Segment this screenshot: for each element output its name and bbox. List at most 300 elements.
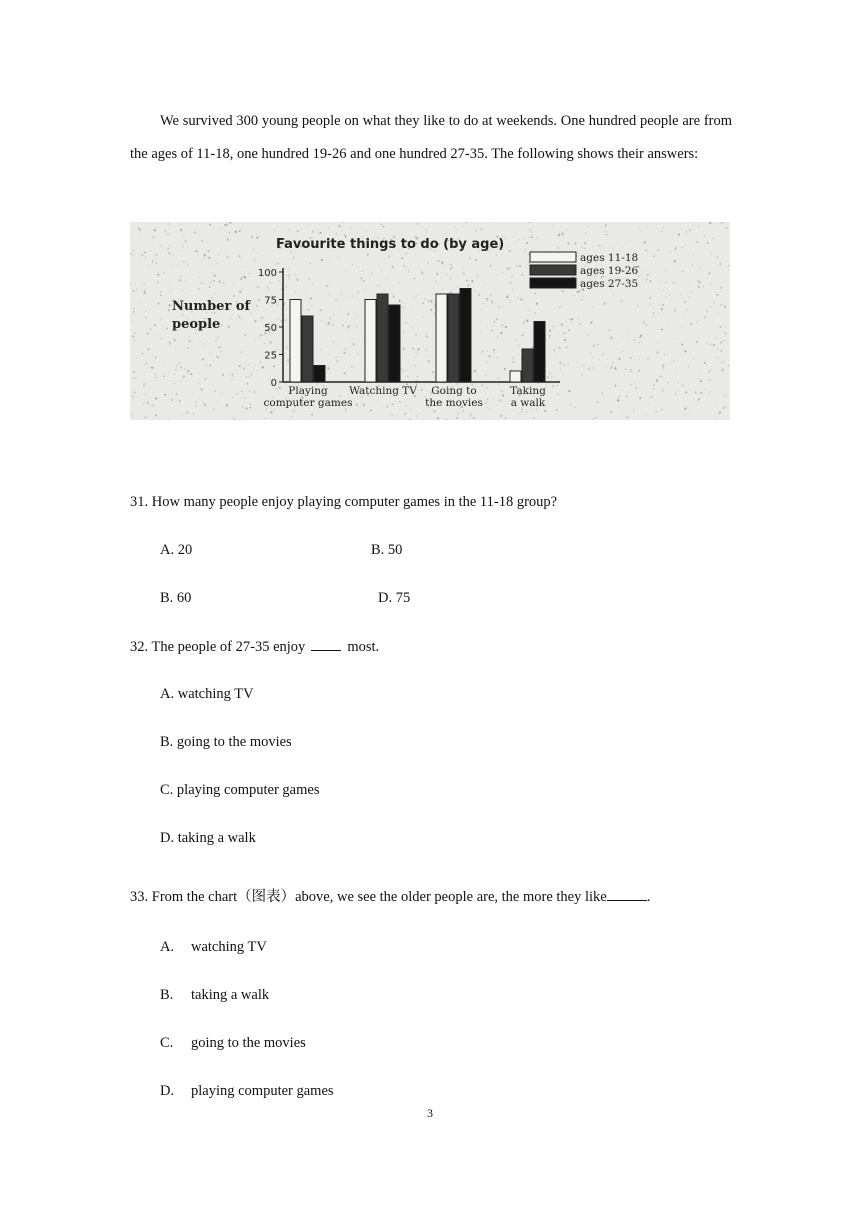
noise-speck: [193, 413, 195, 415]
noise-speck: [171, 290, 172, 291]
noise-speck: [208, 293, 209, 294]
noise-speck: [484, 284, 486, 286]
noise-speck: [417, 328, 418, 329]
noise-speck: [698, 286, 700, 288]
noise-speck: [227, 239, 229, 241]
noise-speck: [391, 228, 392, 229]
noise-speck: [481, 332, 483, 334]
noise-speck: [571, 321, 572, 322]
noise-speck: [685, 231, 687, 233]
noise-speck: [310, 263, 311, 264]
noise-speck: [508, 250, 510, 252]
noise-speck: [278, 371, 279, 372]
noise-speck: [135, 284, 136, 285]
noise-speck: [277, 325, 278, 326]
noise-speck: [392, 295, 393, 296]
noise-speck: [723, 407, 725, 409]
bar-chart: [130, 222, 730, 420]
noise-speck: [311, 305, 312, 306]
noise-speck: [264, 418, 265, 419]
noise-speck: [521, 411, 522, 412]
noise-speck: [217, 356, 219, 358]
q33-option-a: [160, 939, 267, 956]
noise-speck: [623, 409, 624, 410]
q33-option-a-letter: A.: [160, 939, 175, 955]
noise-speck: [592, 358, 593, 359]
noise-speck: [326, 323, 327, 324]
noise-speck: [313, 230, 314, 231]
noise-speck: [674, 338, 675, 339]
noise-speck: [210, 364, 212, 366]
noise-speck: [728, 365, 729, 366]
noise-speck: [566, 347, 568, 349]
noise-speck: [517, 297, 519, 299]
noise-speck: [260, 362, 261, 363]
noise-speck: [186, 411, 188, 413]
noise-speck: [477, 373, 478, 374]
noise-speck: [648, 404, 649, 405]
noise-speck: [528, 222, 529, 223]
noise-speck: [218, 289, 219, 290]
noise-speck: [604, 226, 605, 227]
noise-speck: [490, 222, 491, 223]
noise-speck: [661, 328, 663, 330]
noise-speck: [534, 312, 536, 314]
noise-speck: [617, 399, 619, 401]
noise-speck: [658, 247, 659, 248]
bar-2-3: [448, 294, 459, 382]
noise-speck: [195, 333, 196, 334]
noise-speck: [516, 265, 518, 267]
noise-speck: [155, 397, 157, 399]
noise-speck: [547, 376, 549, 378]
noise-speck: [342, 325, 344, 327]
noise-speck: [167, 248, 169, 250]
noise-speck: [416, 304, 417, 305]
noise-speck: [133, 307, 135, 309]
noise-speck: [133, 371, 135, 373]
noise-speck: [491, 301, 493, 303]
noise-speck: [705, 389, 706, 390]
noise-speck: [578, 318, 579, 319]
noise-speck: [434, 305, 436, 307]
noise-speck: [239, 256, 240, 257]
noise-speck: [698, 226, 699, 227]
noise-speck: [276, 392, 277, 393]
noise-speck: [725, 227, 727, 229]
noise-speck: [592, 418, 593, 419]
noise-speck: [667, 382, 668, 383]
noise-speck: [418, 348, 420, 350]
noise-speck: [622, 351, 623, 352]
noise-speck: [180, 380, 181, 381]
noise-speck: [293, 410, 295, 412]
noise-speck: [356, 298, 357, 299]
noise-speck: [225, 251, 226, 252]
noise-speck: [614, 384, 616, 386]
y-axis-label-line2: people: [172, 317, 221, 332]
noise-speck: [403, 348, 405, 350]
noise-speck: [218, 346, 220, 348]
noise-speck: [674, 260, 676, 262]
noise-speck: [602, 353, 604, 355]
noise-speck: [332, 324, 334, 326]
noise-speck: [295, 291, 296, 292]
noise-speck: [579, 322, 581, 324]
noise-speck: [710, 306, 712, 308]
noise-speck: [526, 242, 528, 244]
noise-speck: [159, 319, 161, 321]
noise-speck: [277, 318, 279, 320]
noise-speck: [486, 361, 488, 363]
q31-option-b: B. 50: [371, 542, 403, 558]
noise-speck: [368, 278, 369, 279]
noise-speck: [237, 222, 238, 223]
noise-speck: [362, 280, 364, 282]
noise-speck: [270, 284, 271, 285]
noise-speck: [712, 237, 714, 239]
noise-speck: [428, 355, 429, 356]
legend-swatch: [530, 278, 576, 288]
noise-speck: [639, 337, 641, 339]
noise-speck: [341, 332, 342, 333]
noise-speck: [531, 236, 533, 238]
noise-speck: [475, 230, 477, 232]
noise-speck: [606, 231, 607, 232]
noise-speck: [356, 315, 357, 316]
noise-speck: [246, 376, 248, 378]
noise-speck: [288, 274, 289, 275]
noise-speck: [416, 294, 417, 295]
noise-speck: [144, 252, 146, 254]
noise-speck: [204, 257, 205, 258]
noise-speck: [307, 309, 309, 311]
noise-speck: [570, 403, 572, 405]
noise-speck: [567, 363, 569, 365]
noise-speck: [254, 391, 256, 393]
noise-speck: [720, 304, 722, 306]
noise-speck: [364, 230, 366, 232]
noise-speck: [457, 229, 458, 230]
noise-speck: [708, 379, 710, 381]
noise-speck: [377, 285, 378, 286]
noise-speck: [275, 290, 276, 291]
noise-speck: [164, 261, 165, 262]
noise-speck: [297, 230, 298, 231]
noise-speck: [332, 341, 334, 343]
noise-speck: [644, 241, 646, 243]
noise-speck: [478, 294, 480, 296]
noise-speck: [322, 275, 323, 276]
noise-speck: [336, 233, 337, 234]
noise-speck: [717, 223, 718, 224]
noise-speck: [411, 409, 412, 410]
noise-speck: [263, 291, 264, 292]
noise-speck: [168, 418, 170, 420]
noise-speck: [327, 324, 329, 326]
noise-speck: [681, 344, 683, 346]
noise-speck: [724, 326, 725, 327]
noise-speck: [614, 367, 616, 369]
noise-speck: [509, 299, 511, 301]
noise-speck: [367, 260, 368, 261]
noise-speck: [477, 376, 478, 377]
noise-speck: [371, 273, 373, 275]
y-tick-label: 75: [264, 295, 277, 307]
noise-speck: [436, 273, 438, 275]
noise-speck: [241, 351, 242, 352]
noise-speck: [581, 299, 583, 301]
noise-speck: [584, 248, 586, 250]
noise-speck: [153, 236, 154, 237]
noise-speck: [434, 377, 435, 378]
noise-speck: [456, 417, 458, 419]
noise-speck: [166, 327, 168, 329]
noise-speck: [423, 302, 424, 303]
noise-speck: [640, 335, 642, 337]
noise-speck: [566, 229, 567, 230]
noise-speck: [213, 409, 214, 410]
noise-speck: [664, 354, 665, 355]
noise-speck: [718, 313, 719, 314]
noise-speck: [700, 392, 702, 394]
noise-speck: [450, 292, 452, 294]
noise-speck: [134, 332, 135, 333]
noise-speck: [521, 300, 522, 301]
noise-speck: [163, 272, 165, 274]
noise-speck: [317, 228, 318, 229]
noise-speck: [401, 257, 403, 259]
noise-speck: [640, 231, 641, 232]
noise-speck: [176, 365, 177, 366]
noise-speck: [405, 253, 406, 254]
noise-speck: [588, 298, 589, 299]
noise-speck: [524, 252, 526, 254]
noise-speck: [267, 310, 268, 311]
noise-speck: [234, 376, 235, 377]
noise-speck: [362, 271, 363, 272]
noise-speck: [134, 260, 135, 261]
noise-speck: [335, 356, 337, 358]
noise-speck: [549, 330, 551, 332]
noise-speck: [639, 359, 640, 360]
noise-speck: [221, 324, 223, 326]
noise-speck: [618, 406, 619, 407]
noise-speck: [402, 307, 404, 309]
noise-speck: [656, 380, 658, 382]
noise-speck: [722, 223, 723, 224]
noise-speck: [226, 404, 228, 406]
noise-speck: [379, 285, 381, 287]
noise-speck: [244, 396, 246, 398]
noise-speck: [536, 409, 537, 410]
noise-speck: [348, 340, 349, 341]
noise-speck: [151, 404, 153, 406]
noise-speck: [180, 275, 182, 277]
noise-speck: [702, 286, 703, 287]
noise-speck: [152, 261, 154, 263]
noise-speck: [138, 270, 139, 271]
noise-speck: [688, 297, 689, 298]
page-number: 3: [427, 1106, 433, 1120]
noise-speck: [145, 256, 147, 258]
x-tick-label: the movies: [425, 397, 483, 409]
noise-speck: [249, 403, 250, 404]
noise-speck: [169, 245, 170, 246]
noise-speck: [728, 265, 729, 266]
noise-speck: [164, 230, 166, 232]
noise-speck: [181, 290, 182, 291]
noise-speck: [496, 298, 497, 299]
noise-speck: [214, 390, 216, 392]
noise-speck: [498, 378, 499, 379]
noise-speck: [329, 260, 330, 261]
noise-speck: [270, 341, 272, 343]
noise-speck: [518, 413, 519, 414]
noise-speck: [661, 389, 662, 390]
q33-option-d: [160, 1083, 334, 1100]
noise-speck: [421, 272, 423, 274]
noise-speck: [219, 255, 220, 256]
noise-speck: [647, 274, 649, 276]
noise-speck: [149, 367, 150, 368]
noise-speck: [345, 347, 347, 349]
noise-speck: [243, 367, 245, 369]
noise-speck: [458, 413, 460, 415]
noise-speck: [490, 265, 492, 267]
noise-speck: [391, 414, 393, 416]
noise-speck: [666, 297, 667, 298]
noise-speck: [590, 353, 592, 355]
q32-stem-end: most.: [347, 639, 380, 655]
noise-speck: [677, 382, 678, 383]
noise-speck: [160, 417, 161, 418]
noise-speck: [234, 419, 236, 420]
noise-speck: [698, 338, 699, 339]
noise-speck: [407, 369, 408, 370]
noise-speck: [662, 390, 664, 392]
noise-speck: [626, 378, 627, 379]
noise-speck: [130, 283, 131, 285]
noise-speck: [598, 359, 599, 360]
noise-speck: [145, 363, 147, 365]
noise-speck: [700, 380, 702, 382]
noise-speck: [328, 293, 330, 295]
noise-speck: [728, 270, 729, 271]
legend-label: ages 19-26: [580, 265, 639, 277]
noise-speck: [187, 263, 189, 265]
noise-speck: [554, 350, 556, 352]
noise-speck: [172, 265, 173, 266]
noise-speck: [497, 359, 498, 360]
noise-speck: [716, 416, 717, 417]
noise-speck: [639, 276, 640, 277]
noise-speck: [341, 291, 342, 292]
noise-speck: [201, 259, 202, 260]
noise-speck: [198, 288, 200, 290]
noise-speck: [657, 352, 659, 354]
noise-speck: [692, 293, 693, 294]
noise-speck: [644, 279, 645, 280]
noise-speck: [322, 320, 323, 321]
noise-speck: [207, 376, 208, 377]
noise-speck: [618, 343, 620, 345]
noise-speck: [147, 402, 149, 404]
noise-speck: [136, 357, 137, 358]
noise-speck: [258, 253, 259, 254]
noise-speck: [262, 350, 263, 351]
noise-speck: [486, 327, 487, 328]
x-tick-label: Going to: [431, 385, 477, 397]
noise-speck: [360, 277, 362, 279]
noise-speck: [621, 389, 622, 390]
noise-speck: [180, 229, 182, 231]
noise-speck: [145, 311, 146, 312]
bar-2-2: [377, 294, 388, 382]
noise-speck: [250, 326, 251, 327]
noise-speck: [424, 267, 425, 268]
noise-speck: [693, 358, 694, 359]
noise-speck: [531, 346, 533, 348]
noise-speck: [342, 373, 343, 374]
noise-speck: [325, 315, 326, 316]
noise-speck: [623, 337, 624, 338]
noise-speck: [600, 396, 601, 397]
bar-3-2: [389, 305, 400, 382]
noise-speck: [683, 317, 684, 318]
noise-speck: [695, 391, 697, 393]
noise-speck: [627, 331, 628, 332]
noise-speck: [313, 283, 314, 284]
noise-speck: [250, 407, 252, 409]
noise-speck: [399, 282, 400, 283]
noise-speck: [704, 362, 706, 364]
noise-speck: [714, 302, 715, 303]
q32-option-d: D. taking a walk: [160, 830, 256, 846]
noise-speck: [612, 362, 614, 364]
question-31: 31. How many people enjoy playing computer games in the 11-18 group?: [130, 494, 558, 510]
noise-speck: [256, 236, 258, 238]
noise-speck: [515, 243, 516, 244]
noise-speck: [201, 283, 202, 284]
x-tick-label: computer games: [263, 397, 353, 409]
noise-speck: [415, 365, 416, 366]
noise-speck: [531, 231, 533, 233]
noise-speck: [327, 367, 329, 369]
noise-speck: [177, 334, 178, 335]
noise-speck: [184, 368, 186, 370]
noise-speck: [310, 297, 312, 299]
noise-speck: [665, 270, 667, 272]
noise-speck: [203, 402, 204, 403]
noise-speck: [345, 411, 346, 412]
noise-speck: [204, 378, 206, 380]
q31-option-d: D. 75: [378, 590, 411, 606]
q33-option-d-letter: D.: [160, 1083, 175, 1099]
noise-speck: [680, 227, 681, 228]
noise-speck: [697, 285, 698, 286]
noise-speck: [335, 299, 337, 301]
noise-speck: [630, 369, 632, 371]
noise-speck: [486, 406, 488, 408]
y-tick-label: 50: [264, 323, 277, 334]
noise-speck: [648, 358, 649, 359]
noise-speck: [477, 275, 479, 277]
noise-speck: [720, 222, 722, 223]
noise-speck: [130, 318, 131, 319]
noise-speck: [133, 290, 135, 292]
noise-speck: [592, 307, 593, 308]
